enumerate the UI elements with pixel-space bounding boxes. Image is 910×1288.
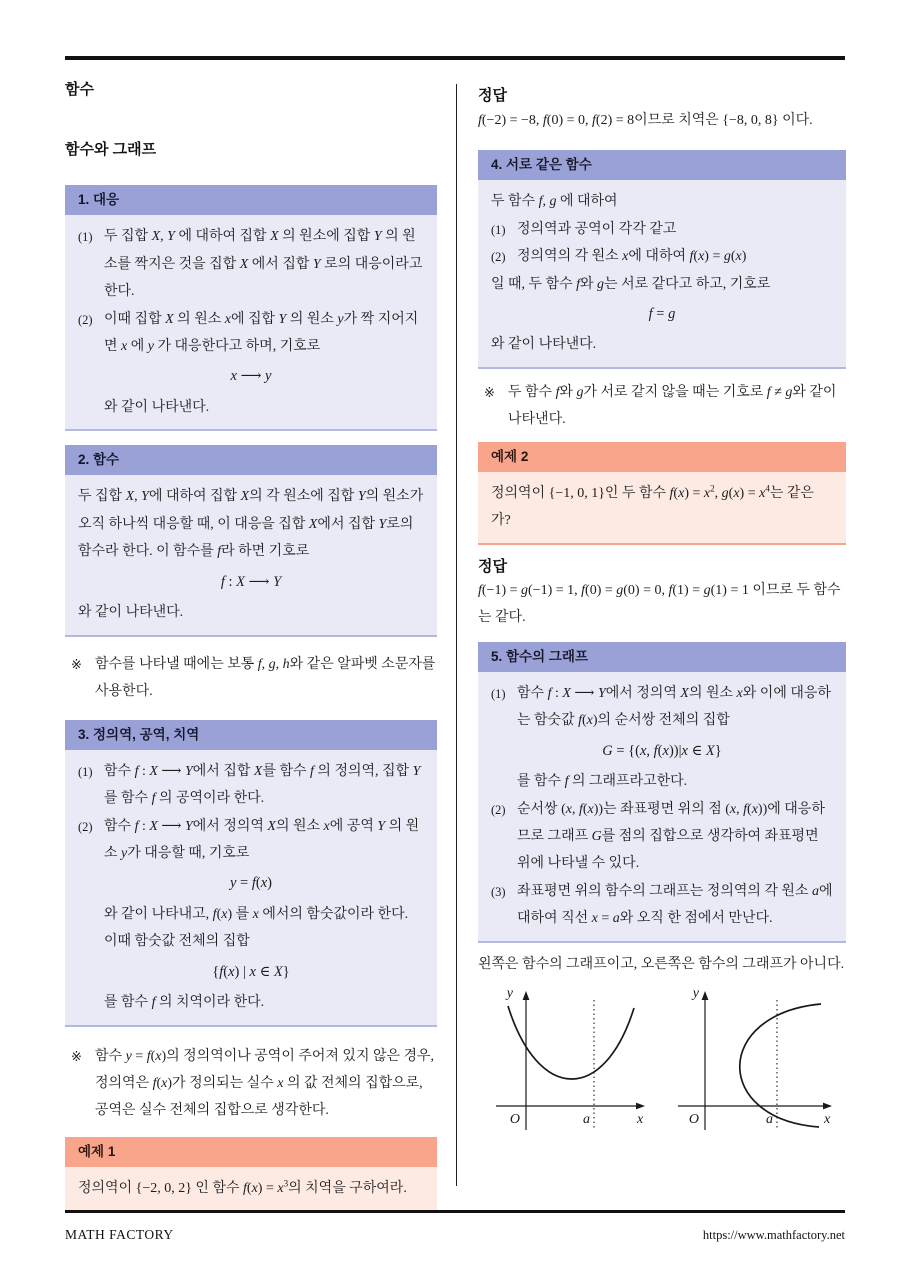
y-axis-label: y bbox=[692, 986, 699, 1002]
item-text: 함수 f : X ⟶ Y에서 정의역 X의 원소 x와 이에 대응하는 함숫값 f(x)의 순서쌍 전체의 집합 bbox=[517, 685, 831, 729]
reference-mark: ※ bbox=[71, 656, 82, 672]
list-item bbox=[491, 878, 833, 933]
paragraph: 와 같이 나타낸다. bbox=[78, 605, 184, 621]
reference-mark: ※ bbox=[484, 384, 495, 400]
y-axis-arrow bbox=[523, 991, 530, 1000]
formula: G = {(x, f(x))|x ∈ X} bbox=[602, 742, 722, 759]
a-label: a bbox=[583, 1112, 590, 1128]
item-number: (1) bbox=[491, 686, 506, 701]
note bbox=[65, 1043, 437, 1125]
item-number: (3) bbox=[491, 884, 506, 899]
item-text: 두 집합 X, Y 에 대하여 집합 X 의 원소에 집합 Y 의 원소를 짝지은 것을 집합 X 에서 집합 Y 로의 대응이라고 한다. bbox=[104, 229, 423, 300]
answer-label: 정답 bbox=[478, 87, 507, 104]
footer-url: https://www.mathfactory.net bbox=[702, 1228, 845, 1242]
note-text: 두 함수 f와 g가 서로 같지 않을 때는 기호로 f ≠ g와 같이 나타낸다. bbox=[508, 384, 837, 428]
item-continuation: 와 같이 나타낸다. bbox=[104, 399, 210, 415]
item-text: 좌표평면 위의 함수의 그래프는 정의역의 각 원소 a에 대하여 직선 x = a와 오직 한 점에서 만난다. bbox=[517, 883, 833, 927]
box-header: 1. 대응 bbox=[65, 185, 437, 215]
box-body bbox=[65, 750, 437, 1027]
x-axis-arrow bbox=[636, 1103, 645, 1110]
item-number: (2) bbox=[491, 802, 506, 817]
example-header: 예제 2 bbox=[478, 442, 846, 472]
sideways-parabola-curve bbox=[740, 1004, 821, 1127]
box-body bbox=[478, 180, 846, 369]
box-body bbox=[65, 475, 437, 636]
formula: f : X ⟶ Y bbox=[220, 573, 282, 590]
box-header: 3. 정의역, 공역, 치역 bbox=[65, 720, 437, 750]
right-column bbox=[478, 70, 846, 1134]
column-divider bbox=[456, 84, 457, 1186]
answer-text: f(−1) = g(−1) = 1, f(0) = g(0) = 0, f(1) = g(1) = 1 이므로 두 함수는 같다. bbox=[478, 583, 841, 625]
a-label: a bbox=[766, 1112, 773, 1128]
x-axis-arrow bbox=[823, 1103, 832, 1110]
concept-box-graph-of-function bbox=[478, 642, 846, 943]
footer-brand: MATH FACTORY bbox=[65, 1227, 174, 1242]
box-header: 4. 서로 같은 함수 bbox=[478, 150, 846, 180]
origin-label: O bbox=[509, 1112, 520, 1128]
item-continuation: 를 함수 f 의 그래프라고한다. bbox=[517, 774, 688, 790]
item-text: 함수 f : X ⟶ Y에서 집합 X를 함수 f 의 정의역, 집합 Y를 함수 f 의 공역이라 한다. bbox=[104, 763, 421, 807]
item-number: (2) bbox=[491, 250, 506, 265]
item-text: 정의역의 각 원소 x에 대하여 f(x) = g(x) bbox=[517, 249, 747, 265]
section-title: 함수와 그래프 bbox=[65, 140, 157, 158]
item-continuation: 와 같이 나타내고, f(x) 를 x 에서의 함숫값이라 한다. 이때 함숫값 전체의 집합 bbox=[104, 906, 409, 950]
example-box-2 bbox=[478, 442, 846, 545]
y-axis-label: y bbox=[506, 986, 513, 1002]
list-item bbox=[78, 223, 424, 305]
note-text: 함수 y = f(x)의 정의역이나 공역이 주어져 있지 않은 경우, 정의역은 f(x)가 정의되는 실수 x 의 값 전체의 집합으로, 공역은 실수 전체의 집합으로 생각한다. bbox=[95, 1048, 435, 1119]
example-body: 정의역이 {−1, 0, 1}인 두 함수 $f(x) = x^2$, $g(x) = x^4$는 같은가? bbox=[478, 472, 846, 545]
list-item bbox=[78, 813, 424, 868]
example-body: 정의역이 {−2, 0, 2} 인 함수 $f(x) = x^3$의 치역을 구하여라. bbox=[65, 1167, 437, 1212]
box-body bbox=[478, 672, 846, 943]
y-axis-arrow bbox=[702, 991, 709, 1000]
item-number: (1) bbox=[78, 764, 93, 779]
list-item bbox=[491, 243, 833, 270]
example-box-1 bbox=[65, 1137, 437, 1213]
reference-mark: ※ bbox=[71, 1048, 82, 1064]
note bbox=[478, 379, 846, 434]
item-text: 순서쌍 (x, f(x))는 좌표평면 위의 점 (x, f(x))에 대응하므로 그래프 G를 점의 집합으로 생각하여 좌표평면 위에 나타낼 수 있다. bbox=[517, 801, 825, 872]
concept-box-domain-codomain-range bbox=[65, 720, 437, 1027]
item-text: 함수 f : X ⟶ Y에서 정의역 X의 원소 x에 공역 Y 의 원소 y가 대응할 때, 기호로 bbox=[104, 818, 420, 862]
item-continuation: 를 함수 f 의 치역이라 한다. bbox=[104, 995, 265, 1011]
top-rule bbox=[65, 56, 845, 60]
origin-label: O bbox=[688, 1112, 699, 1128]
box-body bbox=[65, 215, 437, 431]
note-text: 함수를 나타낼 때에는 보통 f, g, h와 같은 알파벳 소문자를 사용한다. bbox=[95, 656, 436, 700]
item-number: (2) bbox=[78, 819, 93, 834]
right-nonfunction-graph bbox=[673, 984, 838, 1134]
concept-box-function bbox=[65, 445, 437, 636]
item-text: 정의역과 공역이 각각 같고 bbox=[517, 221, 677, 237]
formula: y = f(x) bbox=[229, 875, 273, 892]
paragraph: 일 때, 두 함수 f와 g는 서로 같다고 하고, 기호로 bbox=[491, 276, 771, 292]
item-number: (1) bbox=[78, 230, 93, 245]
x-axis-label: x bbox=[824, 1112, 831, 1128]
item-number: (1) bbox=[491, 222, 506, 237]
box-header: 5. 함수의 그래프 bbox=[478, 642, 846, 672]
list-item bbox=[491, 216, 833, 243]
concept-box-correspondence bbox=[65, 185, 437, 431]
footer-rule bbox=[65, 1210, 845, 1213]
paragraph: 와 같이 나타낸다. bbox=[491, 337, 597, 353]
x-axis-label: x bbox=[637, 1112, 644, 1128]
page-title: 함수 bbox=[65, 81, 94, 98]
note bbox=[65, 651, 437, 706]
parabola-curve bbox=[508, 1006, 634, 1079]
footer bbox=[65, 1222, 845, 1248]
formula: x ⟶ y bbox=[230, 368, 272, 385]
answer-text: f(−2) = −8, f(0) = 0, f(2) = 8이므로 치역은 {−8, 0, 8} 이다. bbox=[478, 112, 813, 128]
list-item bbox=[78, 306, 424, 361]
left-function-graph bbox=[486, 984, 651, 1134]
example-header: 예제 1 bbox=[65, 1137, 437, 1167]
left-column bbox=[65, 70, 437, 1213]
list-item bbox=[491, 680, 833, 735]
formula: f = g bbox=[648, 306, 676, 323]
paragraph: 두 함수 f, g 에 대하여 bbox=[491, 194, 618, 210]
item-number: (2) bbox=[78, 312, 93, 327]
formula: {f(x) | x ∈ X} bbox=[212, 963, 290, 980]
paragraph: 두 집합 X, Y에 대하여 집합 X의 각 원소에 집합 Y의 원소가 오직 하나씩 대응할 때, 이 대응을 집합 X에서 집합 Y로의 함수라 한다. 이 함수를 f라 하면 기호로 bbox=[78, 489, 424, 560]
item-text: 이때 집합 X 의 원소 x에 집합 Y 의 원소 y가 짝 지어지면 x 에 y 가 대응한다고 하며, 기호로 bbox=[104, 311, 419, 354]
box-header: 2. 함수 bbox=[65, 445, 437, 475]
concept-box-equal-functions bbox=[478, 150, 846, 369]
graphs-row bbox=[478, 984, 846, 1134]
answer-label: 정답 bbox=[478, 557, 507, 575]
graphs-caption: 왼쪽은 함수의 그래프이고, 오른쪽은 함수의 그래프가 아니다. bbox=[478, 956, 845, 972]
list-item bbox=[78, 758, 424, 813]
list-item bbox=[491, 796, 833, 878]
